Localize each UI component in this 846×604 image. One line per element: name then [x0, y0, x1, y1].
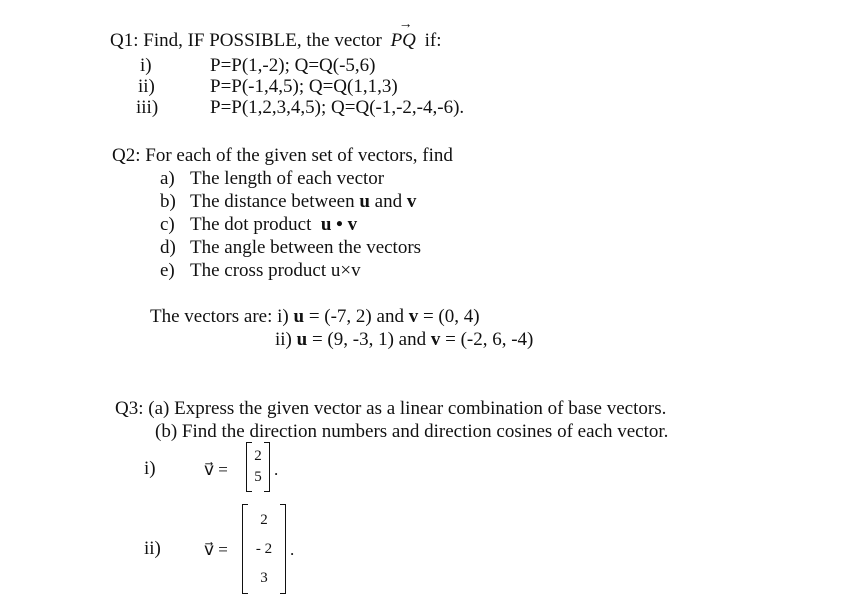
vector-u: u: [293, 306, 305, 327]
vector-v: v: [406, 191, 417, 212]
vector-arrow-icon: →: [398, 17, 413, 32]
q2-part-text: The distance between u and v: [190, 191, 417, 212]
sentence-period: .: [290, 540, 295, 559]
q1-item-label: i): [140, 55, 152, 76]
q3-item-label: i): [144, 458, 156, 479]
q2-title: Q2: For each of the given set of vectors, find: [112, 145, 453, 166]
q3-vector-lhs: v⃗ =: [204, 460, 228, 479]
q1-vector-pq: → PQ: [390, 17, 416, 51]
column-vector-matrix: [242, 504, 286, 594]
vector-v: v: [408, 306, 419, 327]
vector-u: u: [359, 191, 370, 212]
cross-product-expr: u×v: [330, 260, 361, 281]
matrix-entry: 5: [254, 469, 262, 485]
q2-vectors-set2: ii) u = (9, -3, 1) and v = (-2, 6, -4): [275, 329, 534, 350]
q2-part-text: The angle between the vectors: [190, 237, 422, 258]
q1-item-text: P=P(-1,4,5); Q=Q(1,1,3): [210, 76, 398, 97]
matrix-entry: - 2: [255, 541, 273, 557]
q3-vector-lhs: v⃗ =: [204, 540, 228, 559]
q1-item-label: ii): [138, 76, 155, 97]
q1-item-text: P=P(1,2,3,4,5); Q=Q(-1,-2,-4,-6).: [210, 97, 465, 118]
q1-item-label: iii): [136, 97, 159, 118]
q2-part-label: b): [160, 191, 176, 212]
q1-item-text: P=P(1,-2); Q=Q(-5,6): [210, 55, 376, 76]
dot-product-expr: u • v: [320, 214, 358, 235]
q2-part-text: The cross product u×v: [190, 260, 361, 281]
q2-part-text: The length of each vector: [190, 168, 385, 189]
q1-suffix: if:: [424, 30, 442, 51]
sentence-period: .: [274, 460, 279, 479]
q3-line-b: (b) Find the direction numbers and direction cosines of each vector.: [155, 421, 669, 442]
vector-u: u: [296, 329, 308, 350]
q3-line-a: Q3: (a) Express the given vector as a linear combination of base vectors.: [115, 398, 667, 419]
q2-part-label: c): [160, 214, 175, 235]
matrix-entry: 3: [260, 570, 268, 586]
matrix-entry: 2: [260, 512, 268, 528]
vector-v: v: [430, 329, 441, 350]
q1-heading: [110, 17, 442, 52]
column-vector-matrix: [246, 442, 270, 492]
q1-prefix: Q1: Find, IF POSSIBLE, the vector: [110, 30, 382, 51]
q3-item-label: ii): [144, 538, 161, 559]
q2-part-label: e): [160, 260, 175, 281]
q2-part-text: The dot product u • v: [190, 214, 358, 235]
q2-part-label: d): [160, 237, 176, 258]
q2-part-label: a): [160, 168, 175, 189]
matrix-entry: 2: [254, 448, 262, 464]
q2-vectors-set1: The vectors are: i) u = (-7, 2) and v = (0, 4): [150, 306, 480, 327]
